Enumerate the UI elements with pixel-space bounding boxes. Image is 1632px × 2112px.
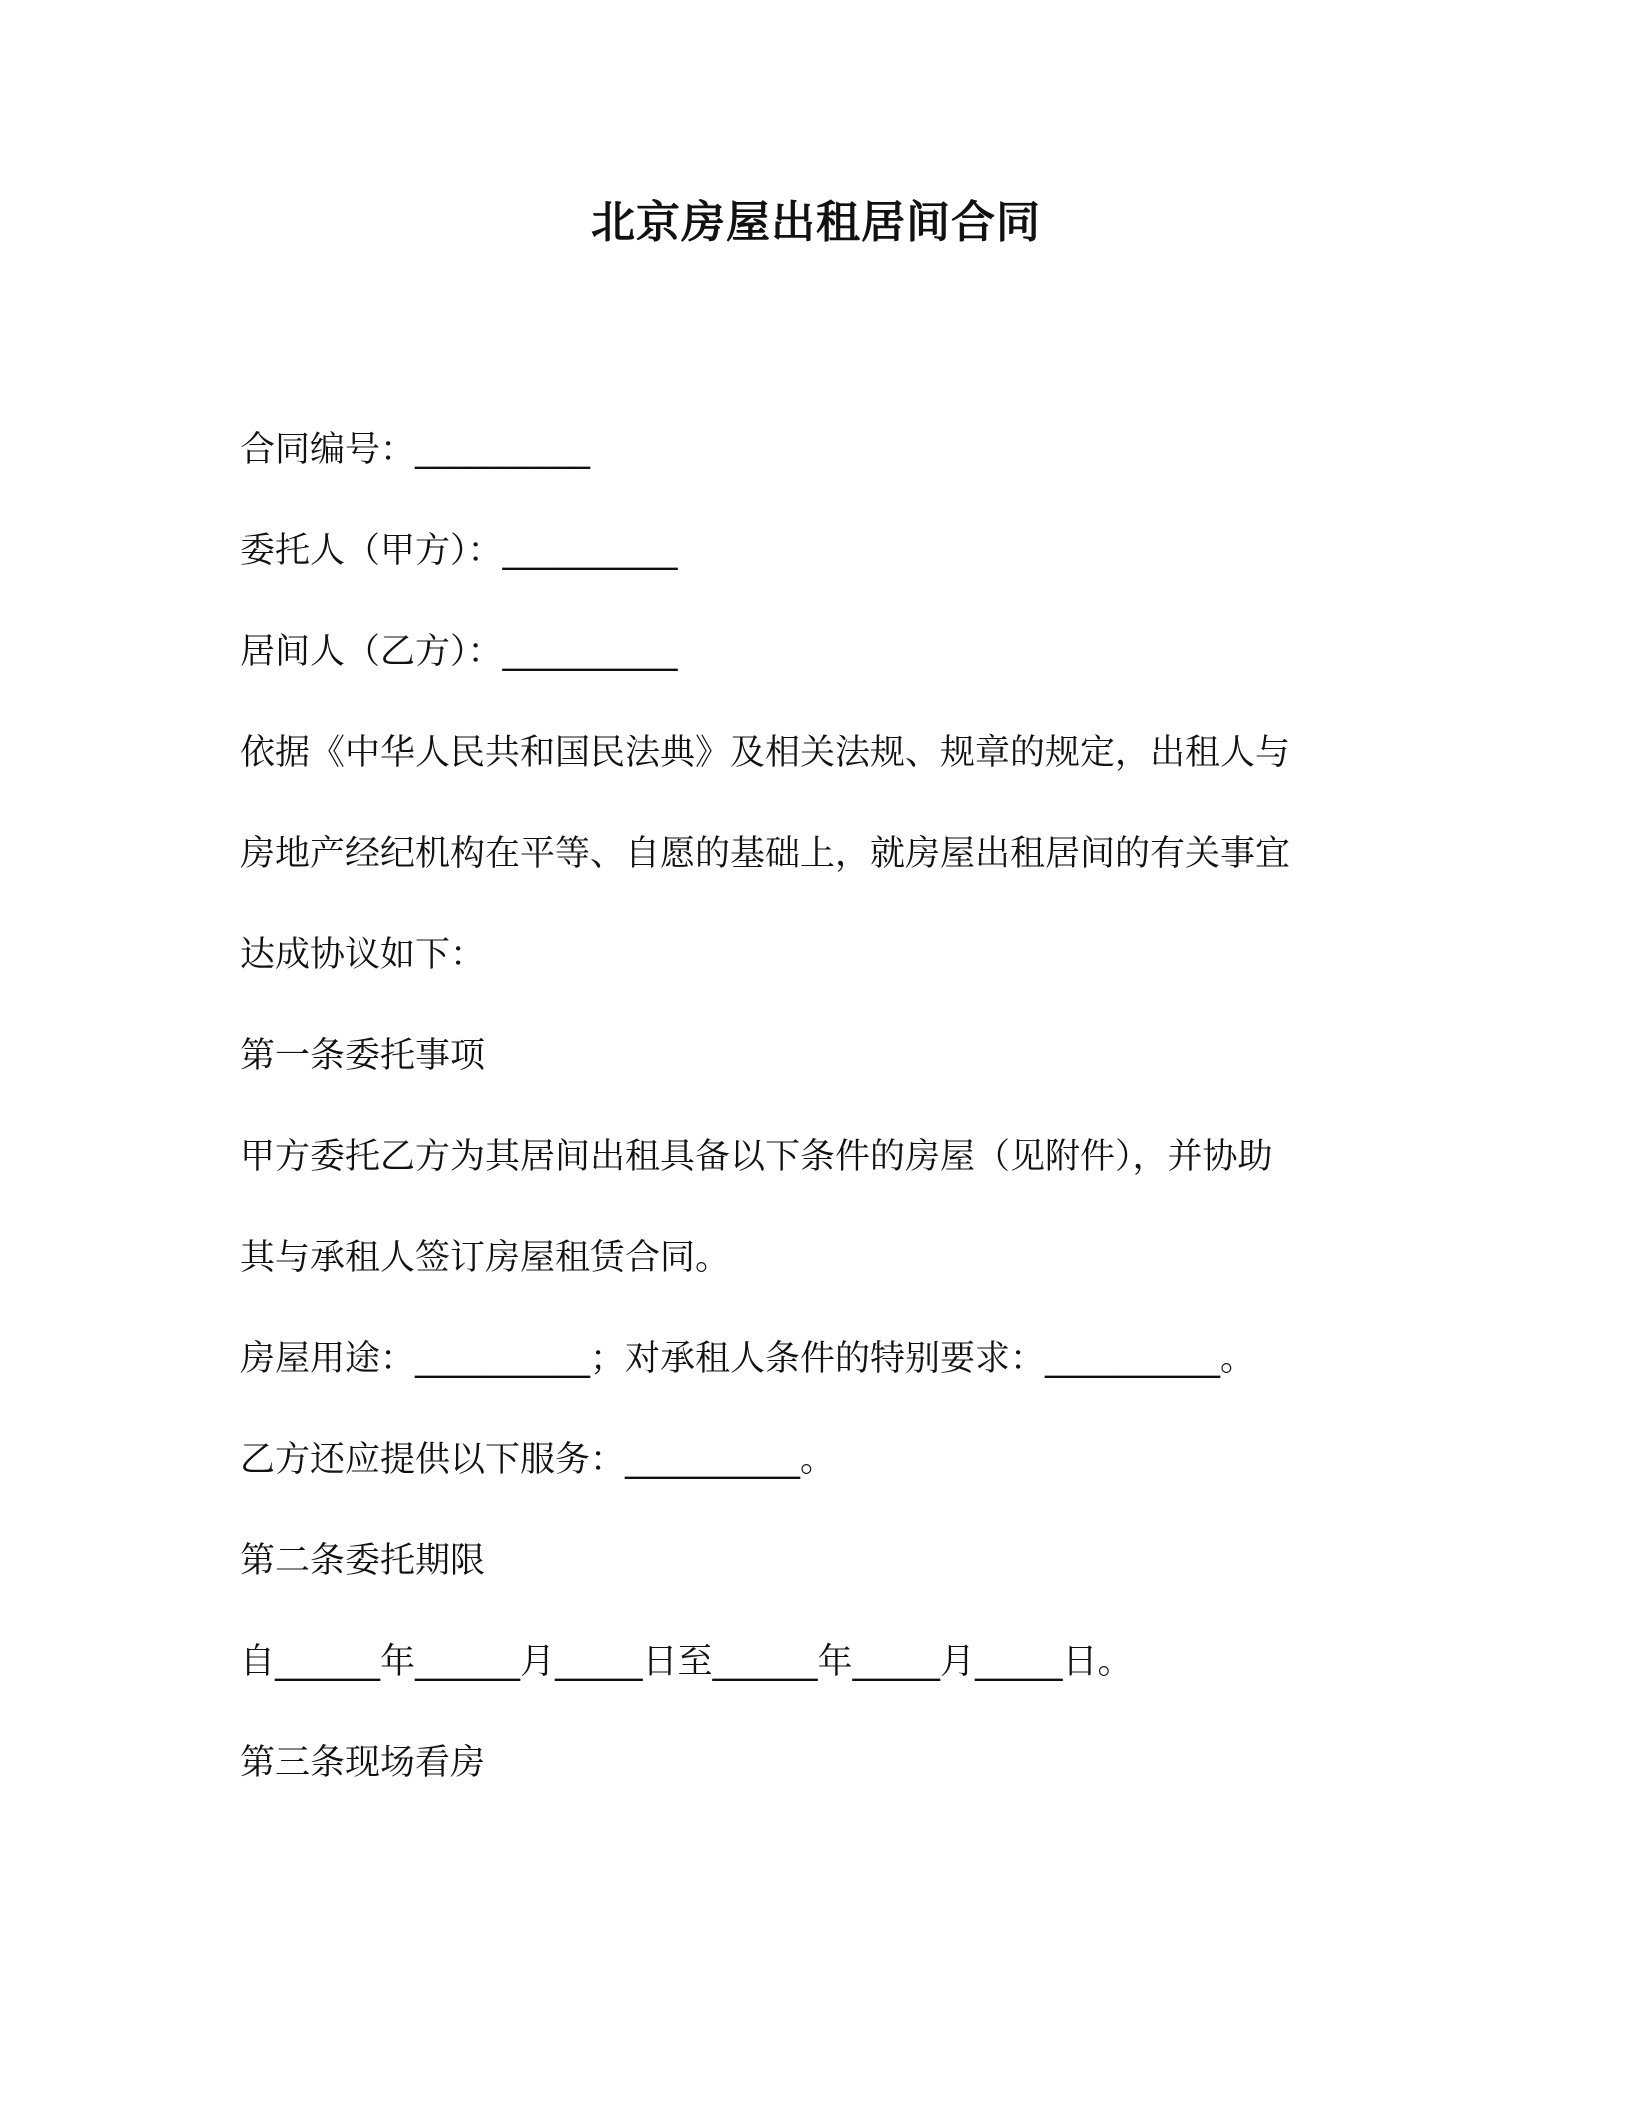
services-line: 乙方还应提供以下服务：__________。 [240,1440,836,1480]
house-usage-line: 房屋用途：__________；对承租人条件的特别要求：__________。 [240,1339,1256,1379]
article-3-heading: 第三条现场看房 [240,1743,486,1783]
article-1-text-line-2: 其与承租人签订房屋租赁合同。 [240,1238,731,1278]
preamble-line-1: 依据《中华人民共和国民法典》及相关法规、规章的规定，出租人与 [240,733,1291,773]
preamble-line-2: 房地产经纪机构在平等、自愿的基础上，就房屋出租居间的有关事宜 [240,834,1291,874]
article-1-heading: 第一条委托事项 [240,1036,486,1076]
party-b-line: 居间人（乙方）：__________ [240,632,678,672]
article-1-text-line-1: 甲方委托乙方为其居间出租具备以下条件的房屋（见附件），并协助 [240,1137,1273,1177]
article-2-heading: 第二条委托期限 [240,1541,486,1581]
contract-number-line: 合同编号：__________ [240,430,591,470]
party-a-line: 委托人（甲方）：__________ [240,531,678,571]
preamble-line-3: 达成协议如下： [240,935,486,975]
term-dates-line: 自______年______月_____日至______年_____月_____日。 [240,1642,1133,1682]
document-title: 北京房屋出租居间合同 [591,197,1041,248]
document-body [240,420,1400,1834]
